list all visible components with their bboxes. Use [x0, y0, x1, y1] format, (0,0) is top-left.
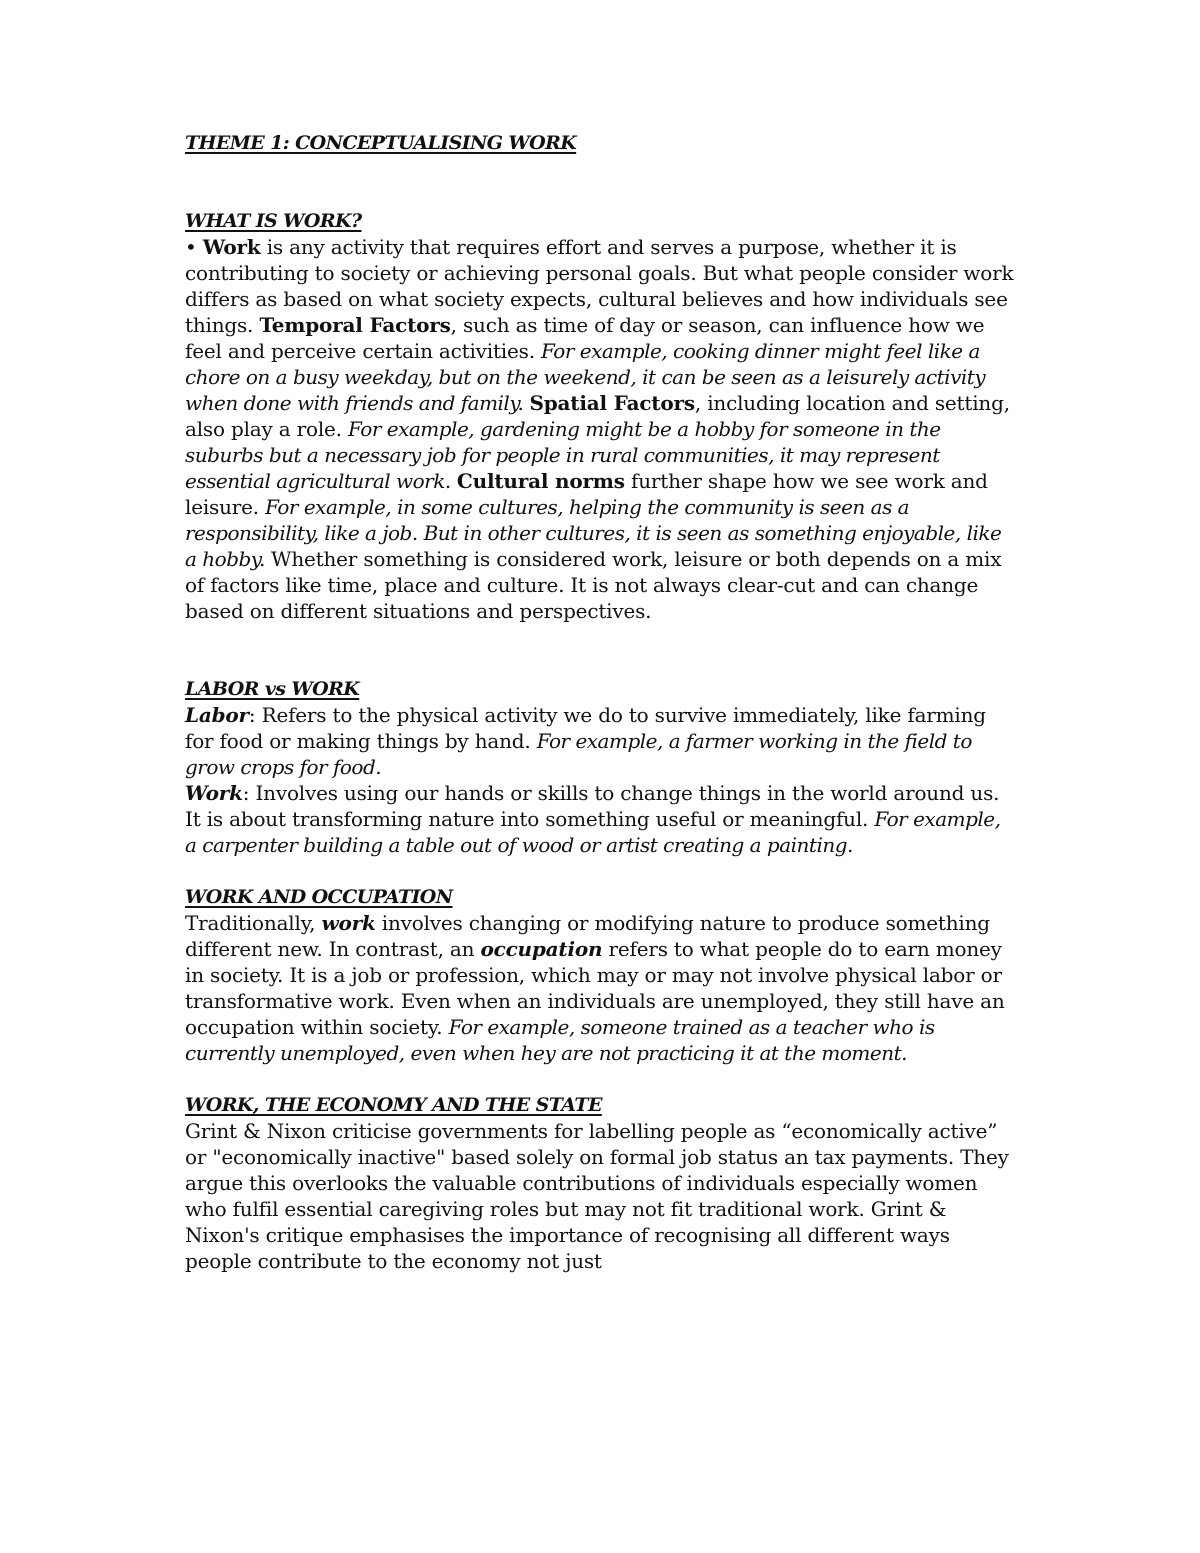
heading-what-is-work: WHAT IS WORK? [185, 210, 362, 232]
paragraph-economy: Grint & Nixon criticise governments for labelling people as “economically active” or "economically inactive" based solely on formal job status an tax payments. They argue this overlooks the valuable contributions of individuals especially women who fulfil essential caregiving roles but may not fit traditional work. Grint & Nixon's critique emphasises the importance of recognising all different ways people contribute to the economy not just [185, 1119, 1009, 1273]
text-segment: Whether something is considered work, leisure or both depends on a mix of factors like time, place and culture. It is not always clear-cut and can change based on different situations and perspectives. [185, 547, 1002, 623]
example-spatial: For example, gardening might be a hobby for someone in the suburbs but a necessary job for people in rural communities, it may represent essential agricultural work. [185, 417, 941, 493]
paragraph-work [185, 780, 1015, 858]
text-segment: , including location and setting, also play a role. [185, 391, 1010, 441]
heading-work-and-occupation: WORK AND OCCUPATION [185, 886, 453, 908]
term-work-definition: Work [185, 781, 243, 805]
text-segment: : Refers to the physical activity we do to survive immediately, like farming for food or making things by hand. [185, 703, 986, 753]
paragraph-what-is-work [185, 234, 1015, 624]
term-labor: Labor [185, 703, 249, 727]
heading-labor-vs-work: LABOR vs WORK [185, 678, 360, 700]
text-segment: : Involves using our hands or skills to change things in the world around us. It is about transforming nature into something useful or meaningful. [185, 781, 1000, 831]
text-segment: involves changing or modifying nature to produce something different new. In contrast, an [185, 911, 990, 961]
term-spatial-factors: Spatial Factors [529, 391, 695, 415]
text-segment: Traditionally, [185, 911, 322, 935]
example-cultural: For example, in some cultures, helping the community is seen as a responsibility, like a job. But in other cultures, it is seen as something enjoyable, like a hobby. [185, 495, 1002, 571]
text-segment: , such as time of day or season, can influence how we feel and perceive certain activities. [185, 313, 985, 363]
document-title: THEME 1: CONCEPTUALISING WORK [185, 132, 577, 154]
paragraph-occupation [185, 910, 1015, 1066]
paragraph-labor [185, 702, 1015, 780]
example-labor: For example, a farmer working in the field to grow crops for food. [185, 729, 972, 779]
heading-work-economy-state: WORK, THE ECONOMY AND THE STATE [185, 1094, 602, 1116]
example-temporal: For example, cooking dinner might feel like a chore on a busy weekday, but on the weekend, it can be seen as a leisurely activity when done with friends and family. [185, 339, 986, 415]
text-segment: refers to what people do to earn money in society. It is a job or profession, which may or may not involve physical labor or transformative work. Even when an individuals are unemployed, they still have an occupation within society. [185, 937, 1005, 1039]
text-segment: further shape how we see work and leisure. [185, 469, 988, 519]
example-occupation: For example, someone trained as a teacher who is currently unemployed, even when hey are not practicing it at the moment. [185, 1015, 935, 1065]
bullet: • [185, 235, 203, 259]
example-work: For example, a carpenter building a table out of wood or artist creating a painting. [185, 807, 1001, 857]
term-occupation: occupation [480, 937, 603, 961]
document-page [185, 130, 1015, 1274]
term-work: Work [202, 235, 261, 259]
term-cultural-norms: Cultural norms [456, 469, 625, 493]
text-segment: is any activity that requires effort and serves a purpose, whether it is contributing to society or achieving personal goals. But what people consider work differs as based on what society expects, cultural believes and how individuals see things. [185, 235, 1014, 337]
term-temporal-factors: Temporal Factors [259, 313, 451, 337]
term-work-occupation: work [321, 911, 376, 935]
